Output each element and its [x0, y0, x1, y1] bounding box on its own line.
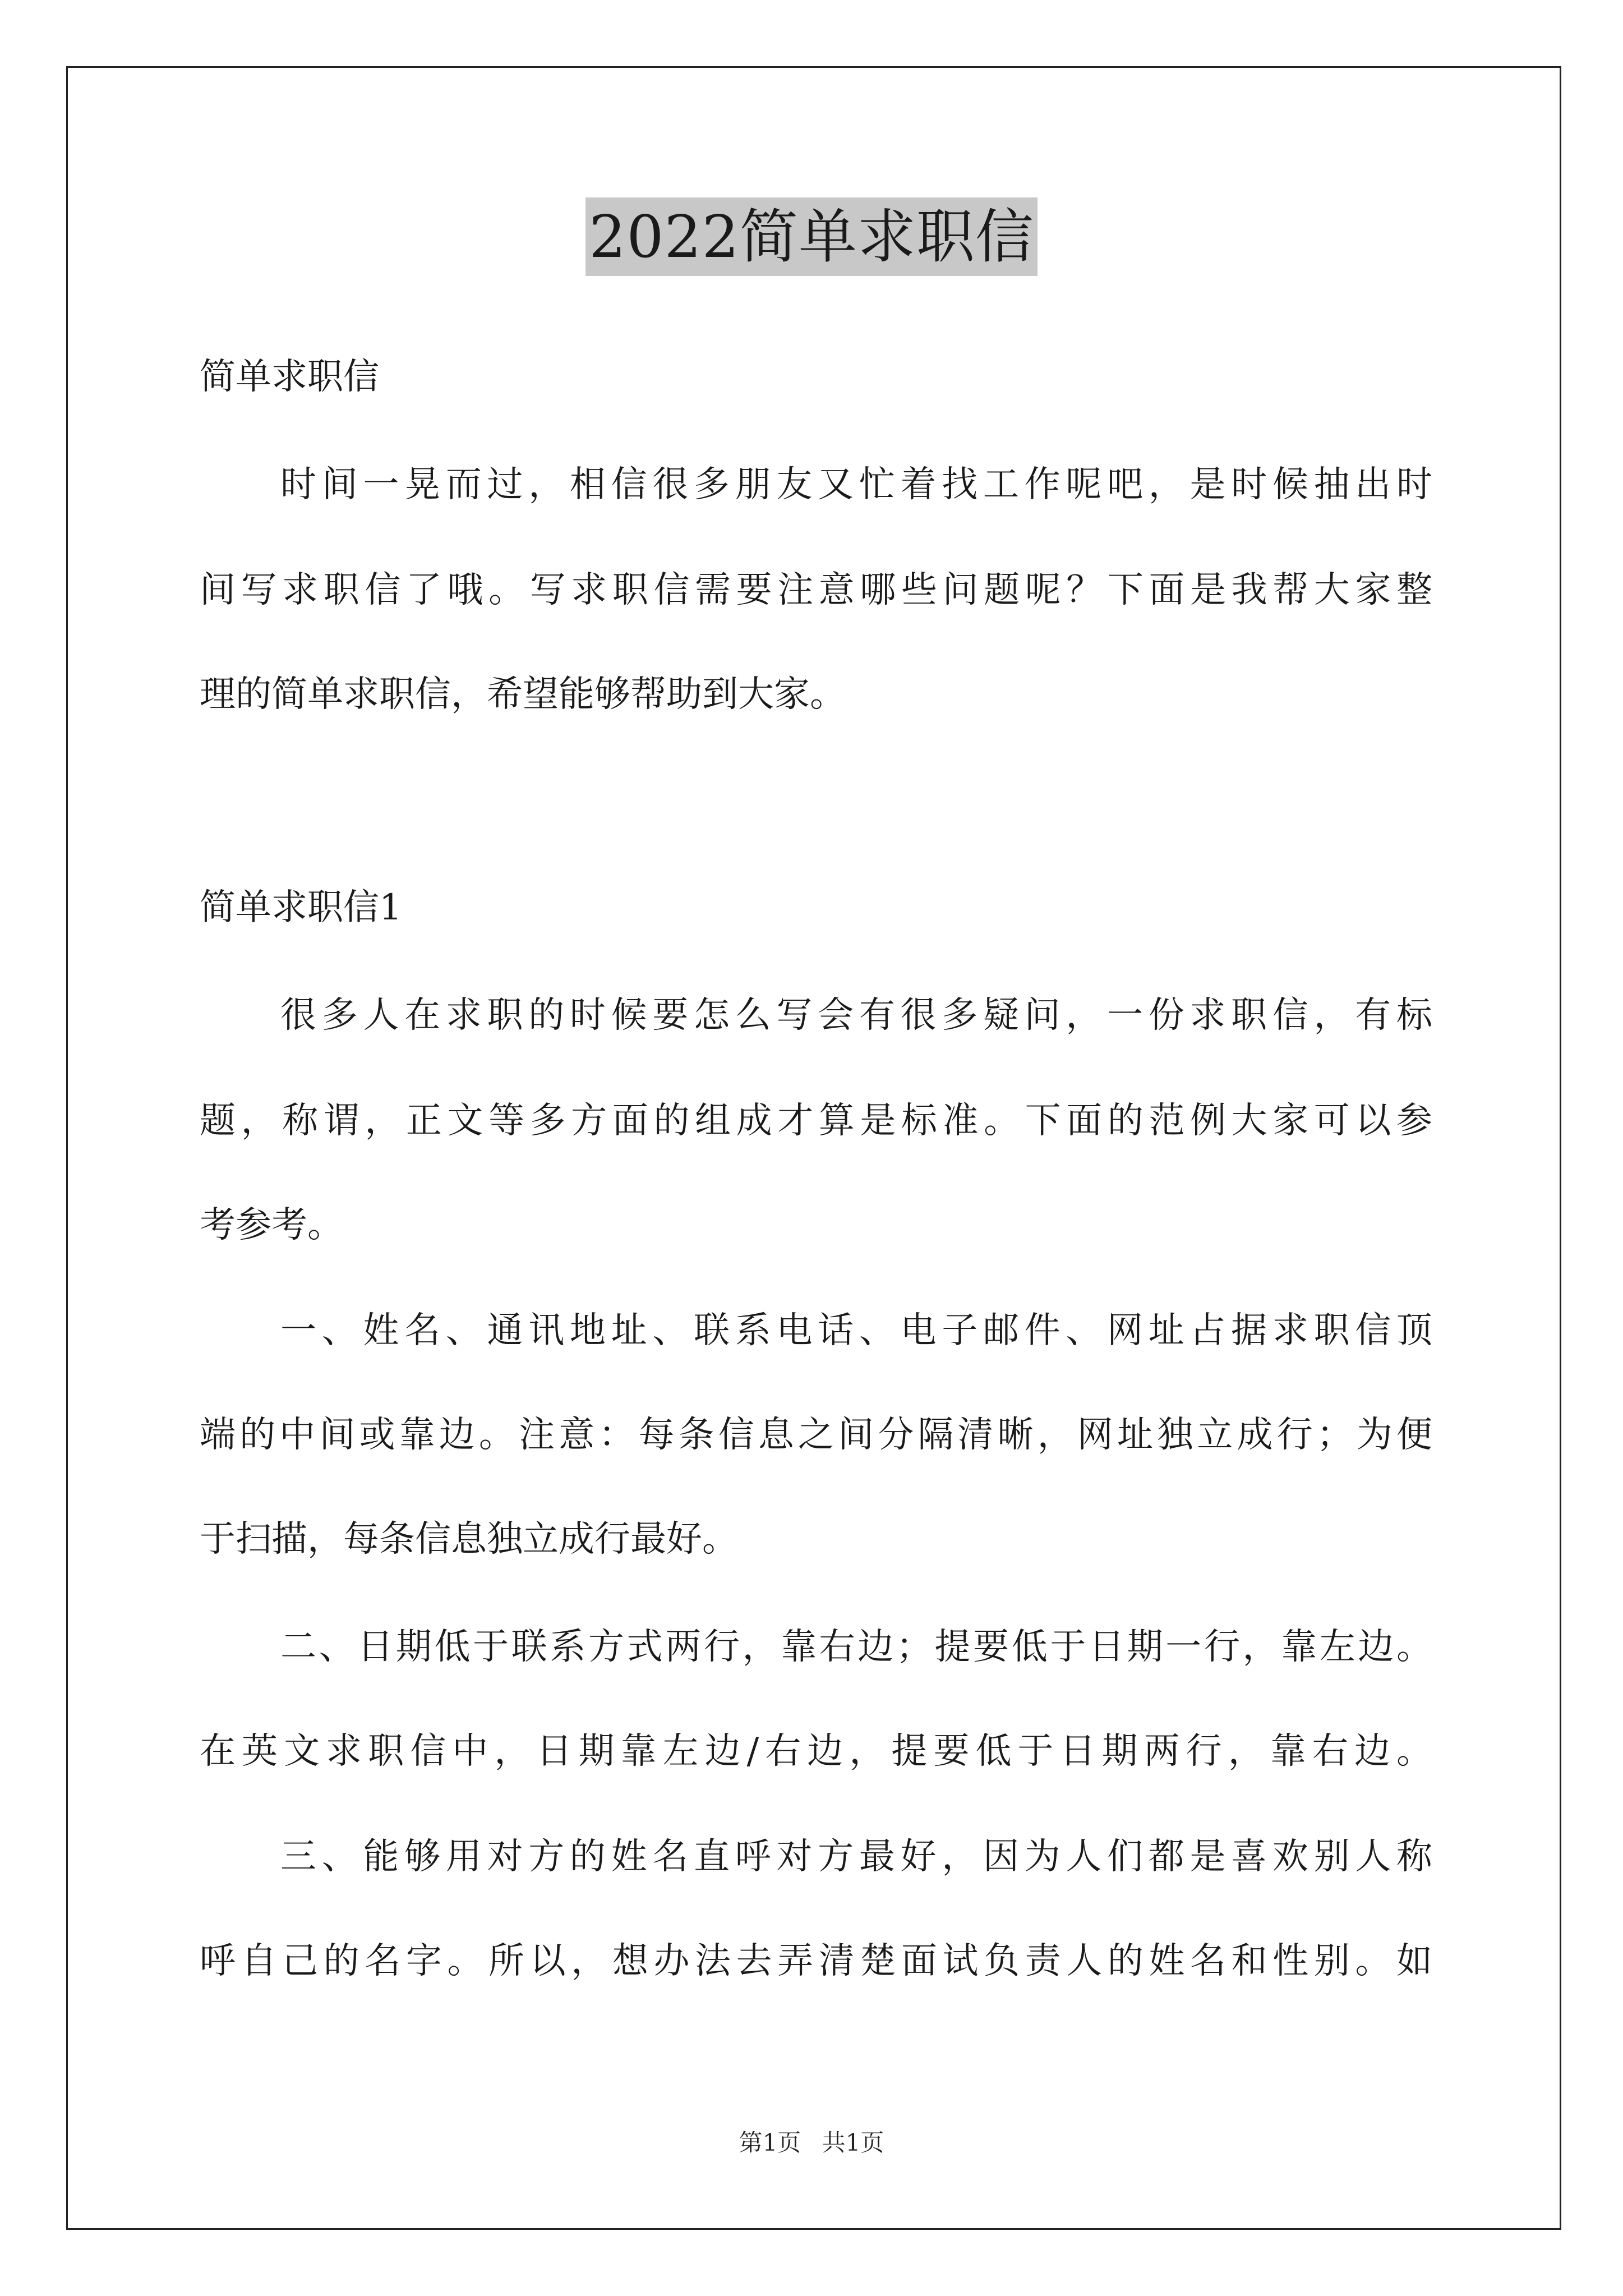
paragraph-line: 一、姓名、通讯地址、联系电话、电子邮件、网址占据求职信顶 — [280, 1310, 1432, 1351]
page-number: 第1页 — [739, 2129, 801, 2156]
section-heading: 简单求职信1 — [200, 887, 402, 928]
paragraph-line: 于扫描，每条信息独立成行最好。 — [200, 1519, 738, 1560]
paragraph-line: 理的简单求职信，希望能够帮助到大家。 — [200, 674, 846, 715]
section-heading: 简单求职信 — [200, 356, 379, 398]
paragraph-line: 三、能够用对方的姓名直呼对方最好，因为人们都是喜欢别人称 — [280, 1836, 1432, 1878]
page-total: 共1页 — [822, 2129, 884, 2156]
paragraph-line: 端的中间或靠边。注意：每条信息之间分隔清晰，网址独立成行；为便 — [200, 1414, 1432, 1456]
paragraph-line: 间写求职信了哦。写求职信需要注意哪些问题呢？下面是我帮大家整 — [200, 569, 1432, 611]
paragraph-line: 二、日期低于联系方式两行，靠右边；提要低于日期一行，靠左边。 — [280, 1626, 1432, 1668]
paragraph-line: 很多人在求职的时候要怎么写会有很多疑问，一份求职信，有标 — [280, 995, 1432, 1036]
paragraph-line: 题，称谓，正文等多方面的组成才算是标准。下面的范例大家可以参 — [200, 1100, 1432, 1142]
paragraph-line: 考参考。 — [200, 1204, 343, 1246]
document-title: 2022简单求职信 — [585, 197, 1038, 276]
page-footer — [0, 2127, 1623, 2159]
title-container — [0, 197, 1623, 276]
paragraph-line: 在英文求职信中，日期靠左边/右边，提要低于日期两行，靠右边。 — [200, 1731, 1432, 1772]
paragraph-line: 时间一晃而过，相信很多朋友又忙着找工作呢吧，是时候抽出时 — [280, 464, 1432, 505]
paragraph-line: 呼自己的名字。所以，想办法去弄清楚面试负责人的姓名和性别。如 — [200, 1940, 1432, 1982]
